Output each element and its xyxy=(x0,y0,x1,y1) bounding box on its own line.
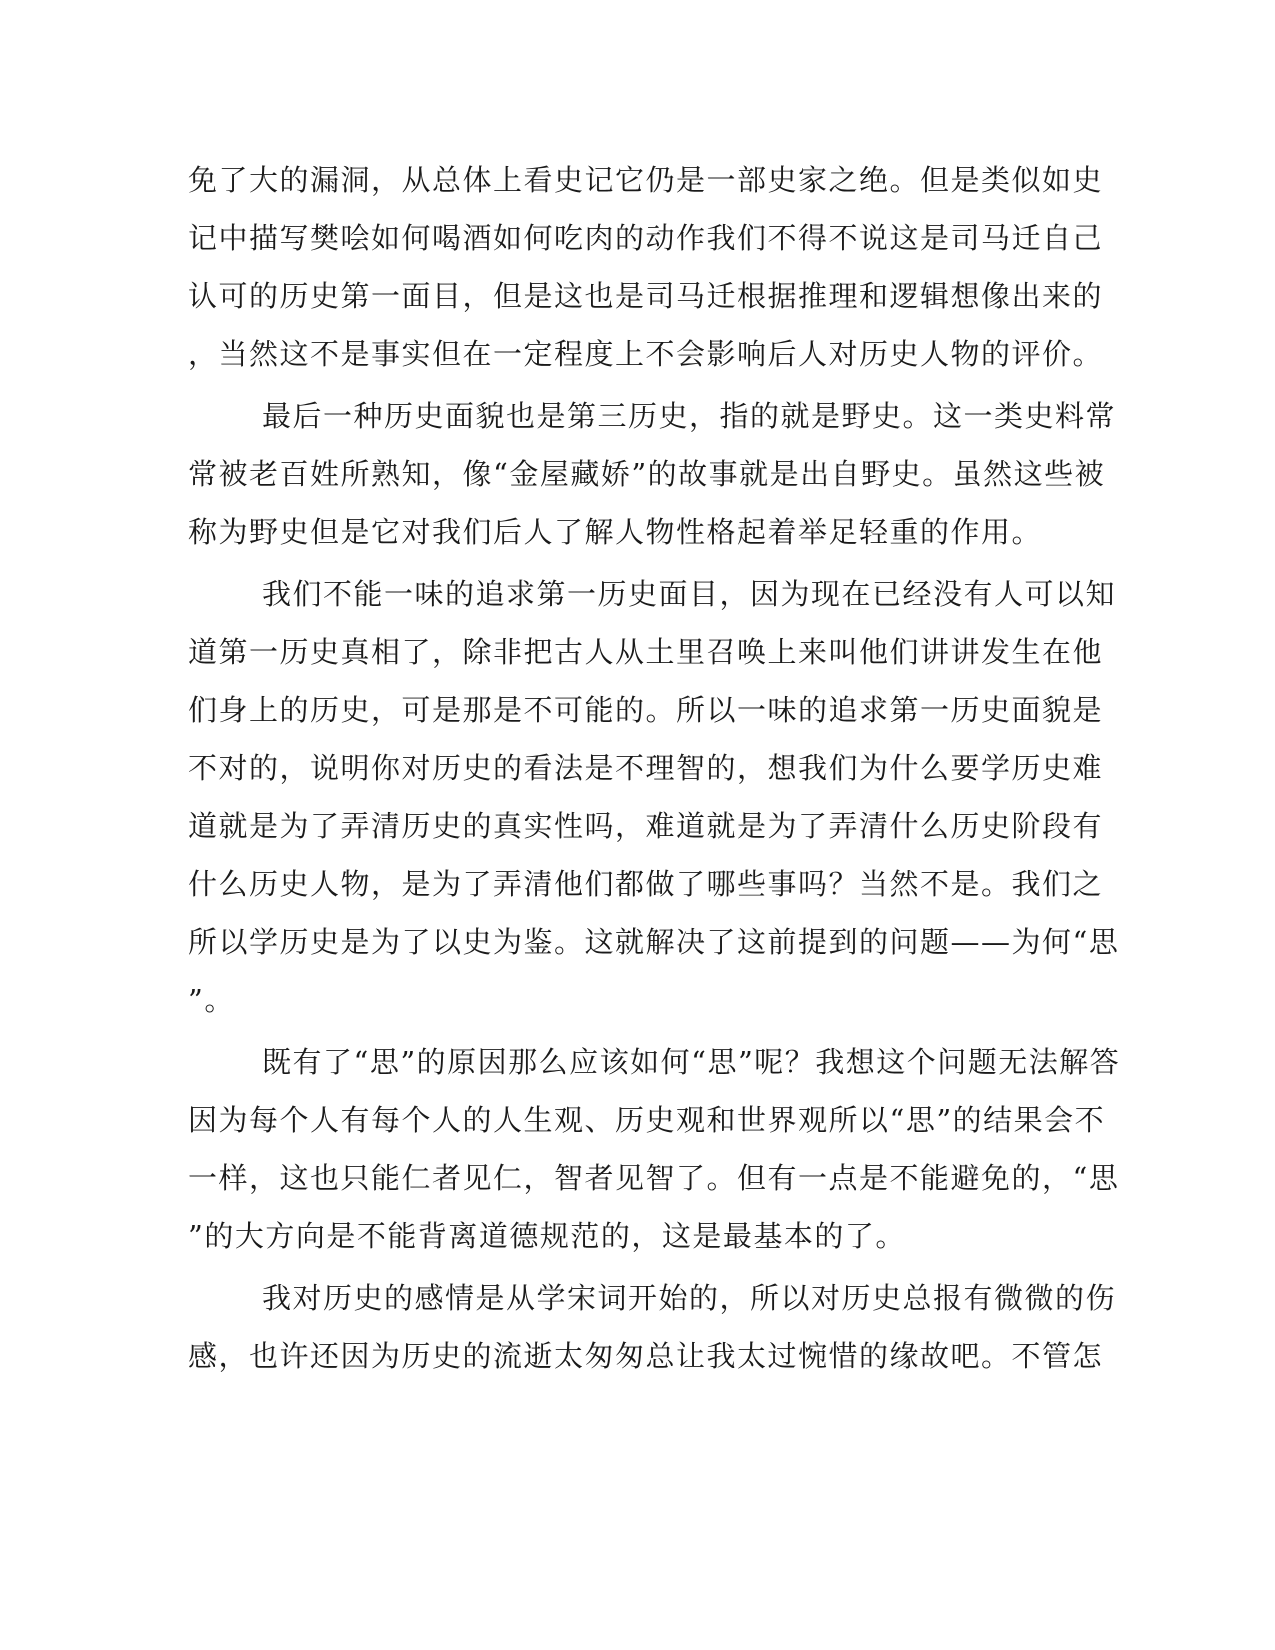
text-line: 称为野史但是它对我们后人了解人物性格起着举足轻重的作用。 xyxy=(188,515,1043,549)
text-line: 一样，这也只能仁者见仁，智者见智了。但有一点是不能避免的，“思 xyxy=(188,1161,1120,1195)
text-line: 什么历史人物，是为了弄清他们都做了哪些事吗？当然不是。我们之 xyxy=(188,867,1104,901)
text-line: 所以学历史是为了以史为鉴。这就解决了这前提到的问题——为何“思 xyxy=(188,925,1120,959)
text-line: 感，也许还因为历史的流逝太匆匆总让我太过惋惜的缘故吧。不管怎 xyxy=(188,1339,1104,1373)
text-line: ，当然这不是事实但在一定程度上不会影响后人对历史人物的评价。 xyxy=(188,337,1104,371)
text-line: 道就是为了弄清历史的真实性吗，难道就是为了弄清什么历史阶段有 xyxy=(188,809,1104,843)
text-line: ”的大方向是不能背离道德规范的，这是最基本的了。 xyxy=(188,1219,906,1253)
text-line: 免了大的漏洞，从总体上看史记它仍是一部史家之绝。但是类似如史 xyxy=(188,163,1104,197)
text-line: 们身上的历史，可是那是不可能的。所以一味的追求第一历史面貌是 xyxy=(188,693,1104,727)
text-line: ”。 xyxy=(188,983,235,1017)
text-line: 认可的历史第一面目，但是这也是司马迁根据推理和逻辑想像出来的 xyxy=(188,279,1104,313)
paragraph-start-line: 我们不能一味的追求第一历史面目，因为现在已经没有人可以知 xyxy=(262,577,1117,611)
paragraph-start-line: 最后一种历史面貌也是第三历史，指的就是野史。这一类史料常 xyxy=(262,399,1117,433)
text-line: 不对的，说明你对历史的看法是不理智的，想我们为什么要学历史难 xyxy=(188,751,1104,785)
paragraph-start-line: 我对历史的感情是从学宋词开始的，所以对历史总报有微微的伤 xyxy=(262,1281,1117,1315)
text-line: 道第一历史真相了，除非把古人从土里召唤上来叫他们讲讲发生在他 xyxy=(188,635,1104,669)
text-line: 因为每个人有每个人的人生观、历史观和世界观所以“思”的结果会不 xyxy=(188,1103,1106,1137)
text-line: 常被老百姓所熟知，像“金屋藏娇”的故事就是出自野史。虽然这些被 xyxy=(188,457,1106,491)
paragraph-start-line: 既有了“思”的原因那么应该如何“思”呢？我想这个问题无法解答 xyxy=(262,1045,1121,1079)
text-line: 记中描写樊哙如何喝酒如何吃肉的动作我们不得不说这是司马迁自己 xyxy=(188,221,1104,255)
